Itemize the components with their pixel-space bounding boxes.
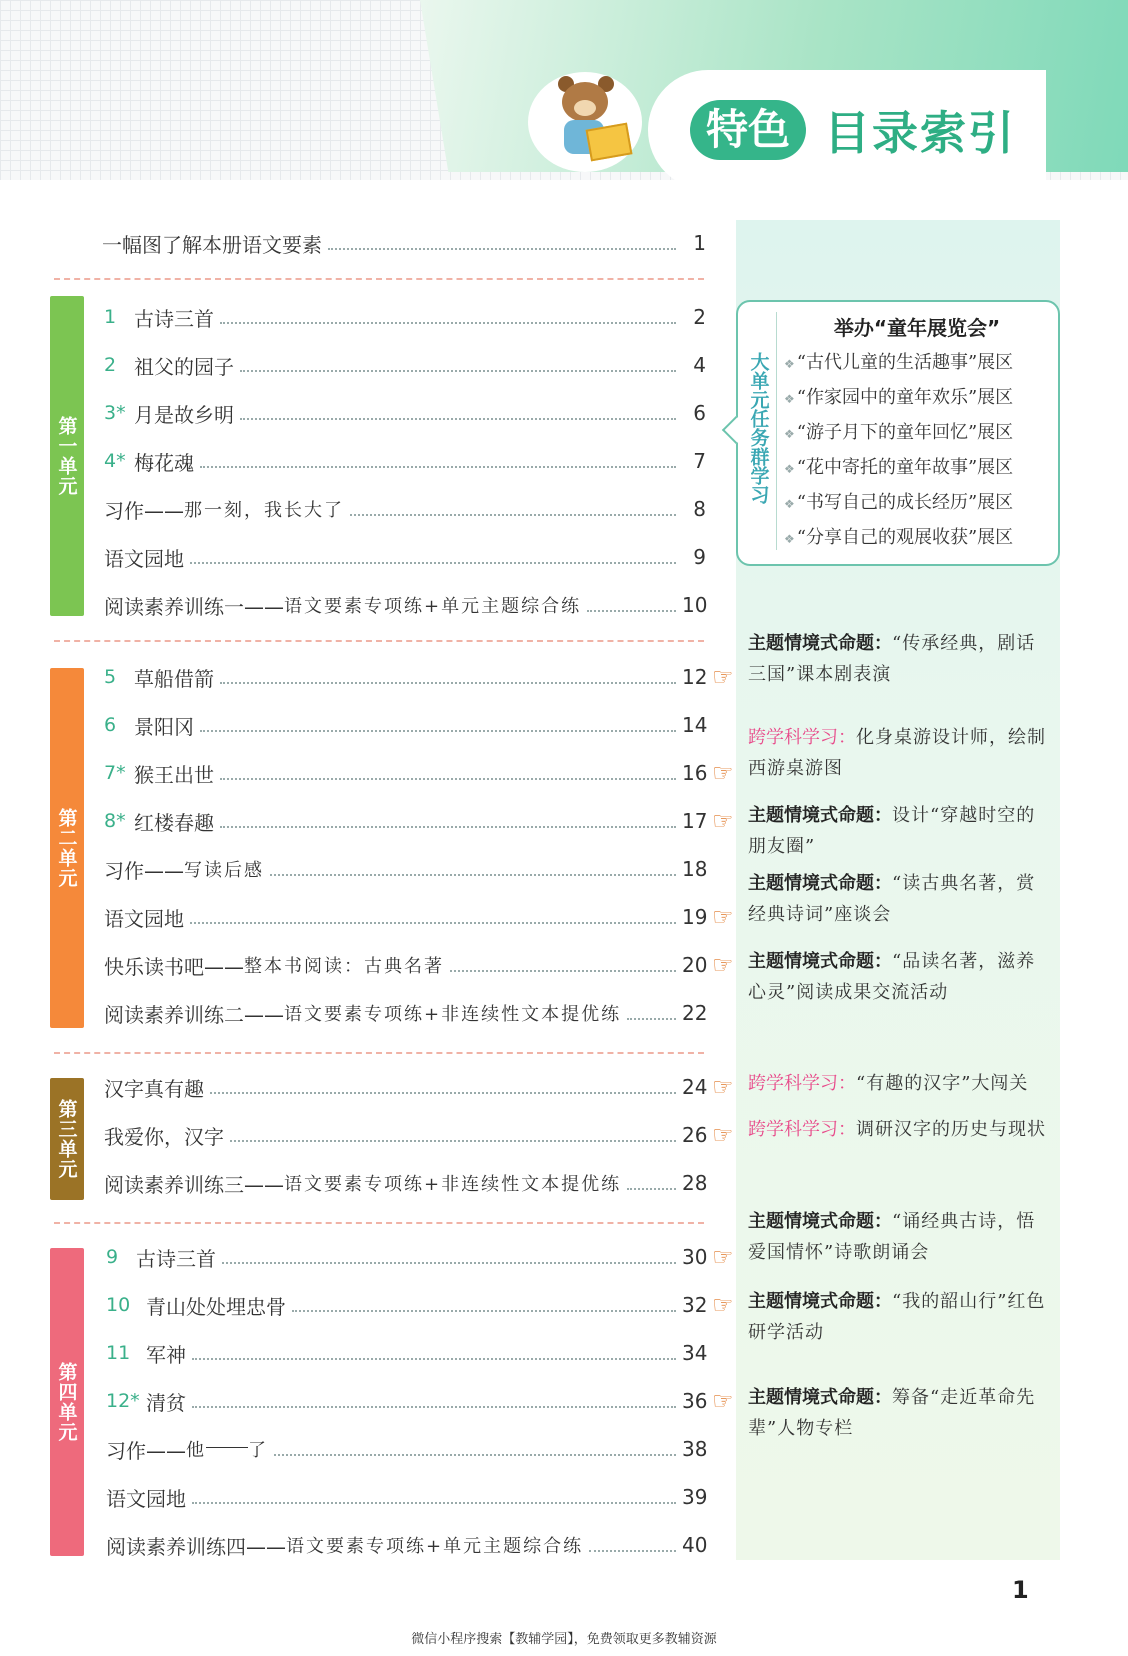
note-theme: 主题情境式命题：“读古典名著，赏经典诗词”座谈会 bbox=[748, 873, 1036, 925]
toc-label: 语文园地 bbox=[106, 1486, 186, 1511]
toc-row[interactable] bbox=[106, 1240, 706, 1274]
dot-leader bbox=[589, 1550, 676, 1552]
toc-row[interactable] bbox=[106, 1480, 706, 1514]
toc-page: 12 bbox=[682, 665, 708, 689]
toc-label: 草船借箭 bbox=[134, 666, 214, 691]
task-item: ❖ “作家园中的童年欢乐”展区 bbox=[784, 387, 1014, 408]
dot-leader bbox=[587, 610, 676, 612]
toc-page: 16 bbox=[682, 761, 708, 785]
toc-row[interactable] bbox=[104, 804, 706, 838]
toc-label: 汉字真有趣 bbox=[104, 1076, 204, 1101]
toc-page: 9 bbox=[693, 545, 706, 569]
task-item: ❖ “花中寄托的童年故事”展区 bbox=[784, 457, 1014, 478]
pointing-hand-icon: ☞ bbox=[712, 1291, 734, 1319]
note-cross: 跨学科学习：调研汉字的历史与现状 bbox=[748, 1119, 1046, 1140]
toc-intro-row[interactable] bbox=[102, 226, 706, 260]
toc-page: 14 bbox=[682, 713, 708, 737]
pointing-hand-icon: ☞ bbox=[712, 1121, 734, 1149]
dot-leader bbox=[192, 1406, 676, 1408]
toc-page: 26 bbox=[682, 1123, 708, 1147]
toc-row[interactable] bbox=[104, 492, 706, 526]
toc-row[interactable] bbox=[106, 1336, 706, 1370]
toc-subtitle: 写读后感 bbox=[184, 860, 264, 881]
unit-task-box bbox=[736, 300, 1060, 566]
page-number: 1 bbox=[1012, 1576, 1029, 1604]
toc-row[interactable] bbox=[104, 396, 706, 430]
note-theme: 主题情境式命题：“品读名著，滋养心灵”阅读成果交流活动 bbox=[748, 951, 1036, 1003]
toc-page: 38 bbox=[682, 1437, 708, 1461]
toc-row[interactable] bbox=[104, 1166, 706, 1200]
footer-note: 微信小程序搜索【教辅学园】，免费领取更多教辅资源 bbox=[411, 1632, 717, 1647]
pointing-hand-icon: ☞ bbox=[712, 759, 734, 787]
task-item: ❖ “书写自己的成长经历”展区 bbox=[784, 492, 1014, 513]
toc-page: 36 bbox=[682, 1389, 708, 1413]
toc-label: 梅花魂 bbox=[134, 450, 194, 475]
dot-leader bbox=[190, 562, 676, 564]
toc-label: 清贫 bbox=[146, 1390, 186, 1415]
toc-subtitle: 语文要素专项练+非连续性文本提优练 bbox=[284, 1174, 622, 1195]
toc-label: 景阳冈 bbox=[134, 714, 194, 739]
toc-subtitle: 整本书阅读：古典名著 bbox=[244, 956, 444, 977]
toc-label: 古诗三首 bbox=[134, 306, 214, 331]
toc-row[interactable] bbox=[106, 1432, 706, 1466]
unit-2-label: 第二单元 bbox=[50, 668, 84, 1028]
toc-label: 快乐读书吧—— bbox=[104, 954, 244, 979]
unit-divider bbox=[54, 640, 704, 642]
dot-leader bbox=[230, 1140, 676, 1142]
note-theme: 主题情境式命题：“传承经典，剧话三国”课本剧表演 bbox=[748, 633, 1036, 685]
toc-page: 20 bbox=[682, 953, 708, 977]
task-separator bbox=[776, 312, 777, 550]
task-item: ❖ “分享自己的观展收获”展区 bbox=[784, 527, 1014, 548]
toc-subtitle: 语文要素专项练+非连续性文本提优练 bbox=[284, 1004, 622, 1025]
lesson-number: 1 bbox=[104, 306, 117, 328]
toc-page: 10 bbox=[682, 593, 708, 617]
task-item: ❖ “游子月下的童年回忆”展区 bbox=[784, 422, 1014, 443]
toc-row[interactable] bbox=[104, 852, 706, 886]
dot-leader bbox=[190, 922, 676, 924]
toc-row[interactable] bbox=[104, 660, 706, 694]
toc-page: 22 bbox=[682, 1001, 708, 1025]
toc-row[interactable] bbox=[104, 756, 706, 790]
dot-leader bbox=[328, 248, 676, 250]
page-title bbox=[690, 100, 1016, 160]
dot-leader bbox=[450, 970, 676, 972]
dot-leader bbox=[200, 466, 676, 468]
toc-page: 24 bbox=[682, 1075, 708, 1099]
toc-label: 阅读素养训练四—— bbox=[106, 1534, 286, 1559]
bear-mascot-icon bbox=[532, 76, 638, 168]
unit-divider bbox=[54, 1052, 704, 1054]
dot-leader bbox=[350, 514, 676, 516]
dot-leader bbox=[274, 1454, 676, 1456]
lesson-number: 2 bbox=[104, 354, 117, 376]
dot-leader bbox=[270, 874, 676, 876]
toc-page: 40 bbox=[682, 1533, 708, 1557]
unit-1-label: 第一单元 bbox=[50, 296, 84, 616]
diamond-bullet-icon: ❖ bbox=[784, 427, 795, 441]
pointing-hand-icon: ☞ bbox=[712, 903, 734, 931]
pointing-hand-icon: ☞ bbox=[712, 807, 734, 835]
lesson-number: 3* bbox=[104, 402, 126, 424]
toc-row[interactable] bbox=[106, 1384, 706, 1418]
toc-page: 1 bbox=[693, 231, 706, 255]
toc-row[interactable] bbox=[104, 540, 706, 574]
toc-label: 语文园地 bbox=[104, 906, 184, 931]
note-theme: 主题情境式命题：“我的韶山行”红色研学活动 bbox=[748, 1291, 1046, 1343]
toc-row[interactable] bbox=[104, 900, 706, 934]
note-cross: 跨学科学习：“有趣的汉字”大闯关 bbox=[748, 1073, 1029, 1094]
toc-label: 祖父的园子 bbox=[134, 354, 234, 379]
dot-leader bbox=[192, 1502, 676, 1504]
unit-divider bbox=[54, 1222, 704, 1224]
dot-leader bbox=[222, 1262, 676, 1264]
lesson-number: 11 bbox=[106, 1342, 131, 1364]
toc-row[interactable] bbox=[104, 996, 706, 1030]
diamond-bullet-icon: ❖ bbox=[784, 462, 795, 476]
toc-label: 红楼春趣 bbox=[134, 810, 214, 835]
toc-subtitle: 语文要素专项练+单元主题综合练 bbox=[284, 596, 582, 617]
toc-subtitle: 了 bbox=[248, 1440, 268, 1461]
unit-4-label: 第四单元 bbox=[50, 1248, 84, 1556]
task-item: ❖ “古代儿童的生活趣事”展区 bbox=[784, 352, 1014, 373]
toc-label: 一幅图了解本册语文要素 bbox=[102, 232, 322, 257]
toc-page: 18 bbox=[682, 857, 708, 881]
note-cross: 跨学科学习：化身桌游设计师，绘制西游桌游图 bbox=[748, 727, 1046, 779]
pointing-hand-icon: ☞ bbox=[712, 1073, 734, 1101]
toc-label: 阅读素养训练二—— bbox=[104, 1002, 284, 1027]
toc-label: 猴王出世 bbox=[134, 762, 214, 787]
toc-label: 习作—— bbox=[104, 858, 184, 883]
toc-subtitle: 那一刻，我长大了 bbox=[184, 500, 344, 521]
toc-row[interactable] bbox=[104, 1118, 706, 1152]
dot-leader bbox=[200, 730, 676, 732]
toc-page: 39 bbox=[682, 1485, 708, 1509]
task-side-label: 大单元任务群学习 bbox=[747, 352, 770, 504]
diamond-bullet-icon: ❖ bbox=[784, 357, 795, 371]
toc-row[interactable] bbox=[104, 348, 706, 382]
lesson-number: 4* bbox=[104, 450, 126, 472]
pointing-hand-icon: ☞ bbox=[712, 951, 734, 979]
toc-label: 习作—— bbox=[106, 1438, 186, 1463]
note-theme: 主题情境式命题：筹备“走近革命先辈”人物专栏 bbox=[748, 1387, 1036, 1439]
toc-label: 阅读素养训练三—— bbox=[104, 1172, 284, 1197]
diamond-bullet-icon: ❖ bbox=[784, 497, 795, 511]
toc-row[interactable] bbox=[104, 444, 706, 478]
toc-row[interactable] bbox=[104, 1070, 706, 1104]
dot-leader bbox=[192, 1358, 676, 1360]
unit-divider bbox=[54, 278, 704, 280]
pointing-hand-icon: ☞ bbox=[712, 663, 734, 691]
toc-label: 青山处处埋忠骨 bbox=[146, 1294, 286, 1319]
lesson-number: 9 bbox=[106, 1246, 119, 1268]
dot-leader bbox=[292, 1310, 676, 1312]
toc-row[interactable] bbox=[104, 948, 706, 982]
toc-row[interactable] bbox=[106, 1528, 706, 1562]
toc-page: 30 bbox=[682, 1245, 708, 1269]
dot-leader bbox=[210, 1092, 676, 1094]
toc-row[interactable] bbox=[104, 300, 706, 334]
dot-leader bbox=[220, 778, 676, 780]
fill-in-blank bbox=[206, 1447, 248, 1448]
pointing-hand-icon: ☞ bbox=[712, 1243, 734, 1271]
task-title: 举办“童年展览会” bbox=[833, 316, 1001, 340]
toc-page: 7 bbox=[693, 449, 706, 473]
toc-label: 习作—— bbox=[104, 498, 184, 523]
toc-subtitle: 语文要素专项练+单元主题综合练 bbox=[286, 1536, 584, 1557]
note-theme: 主题情境式命题：“诵经典古诗，悟爱国情怀”诗歌朗诵会 bbox=[748, 1211, 1036, 1263]
title-badge: 特色 bbox=[690, 100, 806, 160]
toc-row[interactable] bbox=[104, 708, 706, 742]
toc-page: 32 bbox=[682, 1293, 708, 1317]
toc-label: 军神 bbox=[146, 1342, 186, 1367]
lesson-number: 6 bbox=[104, 714, 117, 736]
toc-label: 语文园地 bbox=[104, 546, 184, 571]
toc-label: 阅读素养训练一—— bbox=[104, 594, 284, 619]
toc-page: 6 bbox=[693, 401, 706, 425]
toc-page: 19 bbox=[682, 905, 708, 929]
toc-row[interactable] bbox=[106, 1288, 706, 1322]
toc-page: 28 bbox=[682, 1171, 708, 1195]
dot-leader bbox=[627, 1188, 676, 1190]
dot-leader bbox=[240, 370, 676, 372]
lesson-number: 10 bbox=[106, 1294, 131, 1316]
pointing-hand-icon: ☞ bbox=[712, 1387, 734, 1415]
toc-page: 17 bbox=[682, 809, 708, 833]
lesson-number: 8* bbox=[104, 810, 126, 832]
dot-leader bbox=[220, 826, 676, 828]
toc-label: 我爱你，汉字 bbox=[104, 1124, 224, 1149]
toc-label: 月是故乡明 bbox=[134, 402, 234, 427]
toc-page: 8 bbox=[693, 497, 706, 521]
dot-leader bbox=[220, 682, 676, 684]
toc-page: 34 bbox=[682, 1341, 708, 1365]
diamond-bullet-icon: ❖ bbox=[784, 392, 795, 406]
dot-leader bbox=[627, 1018, 676, 1020]
dot-leader bbox=[240, 418, 676, 420]
toc-page: 4 bbox=[693, 353, 706, 377]
lesson-number: 5 bbox=[104, 666, 117, 688]
toc-subtitle: 他 bbox=[186, 1440, 206, 1461]
note-theme: 主题情境式命题：设计“穿越时空的朋友圈” bbox=[748, 805, 1036, 857]
unit-3-label: 第三单元 bbox=[50, 1078, 84, 1200]
toc-page: 2 bbox=[693, 305, 706, 329]
toc-label: 古诗三首 bbox=[136, 1246, 216, 1271]
diamond-bullet-icon: ❖ bbox=[784, 532, 795, 546]
dot-leader bbox=[220, 322, 676, 324]
lesson-number: 7* bbox=[104, 762, 126, 784]
title-text: 目录索引 bbox=[824, 106, 1017, 160]
toc-row[interactable] bbox=[104, 588, 706, 622]
lesson-number: 12* bbox=[106, 1390, 140, 1412]
